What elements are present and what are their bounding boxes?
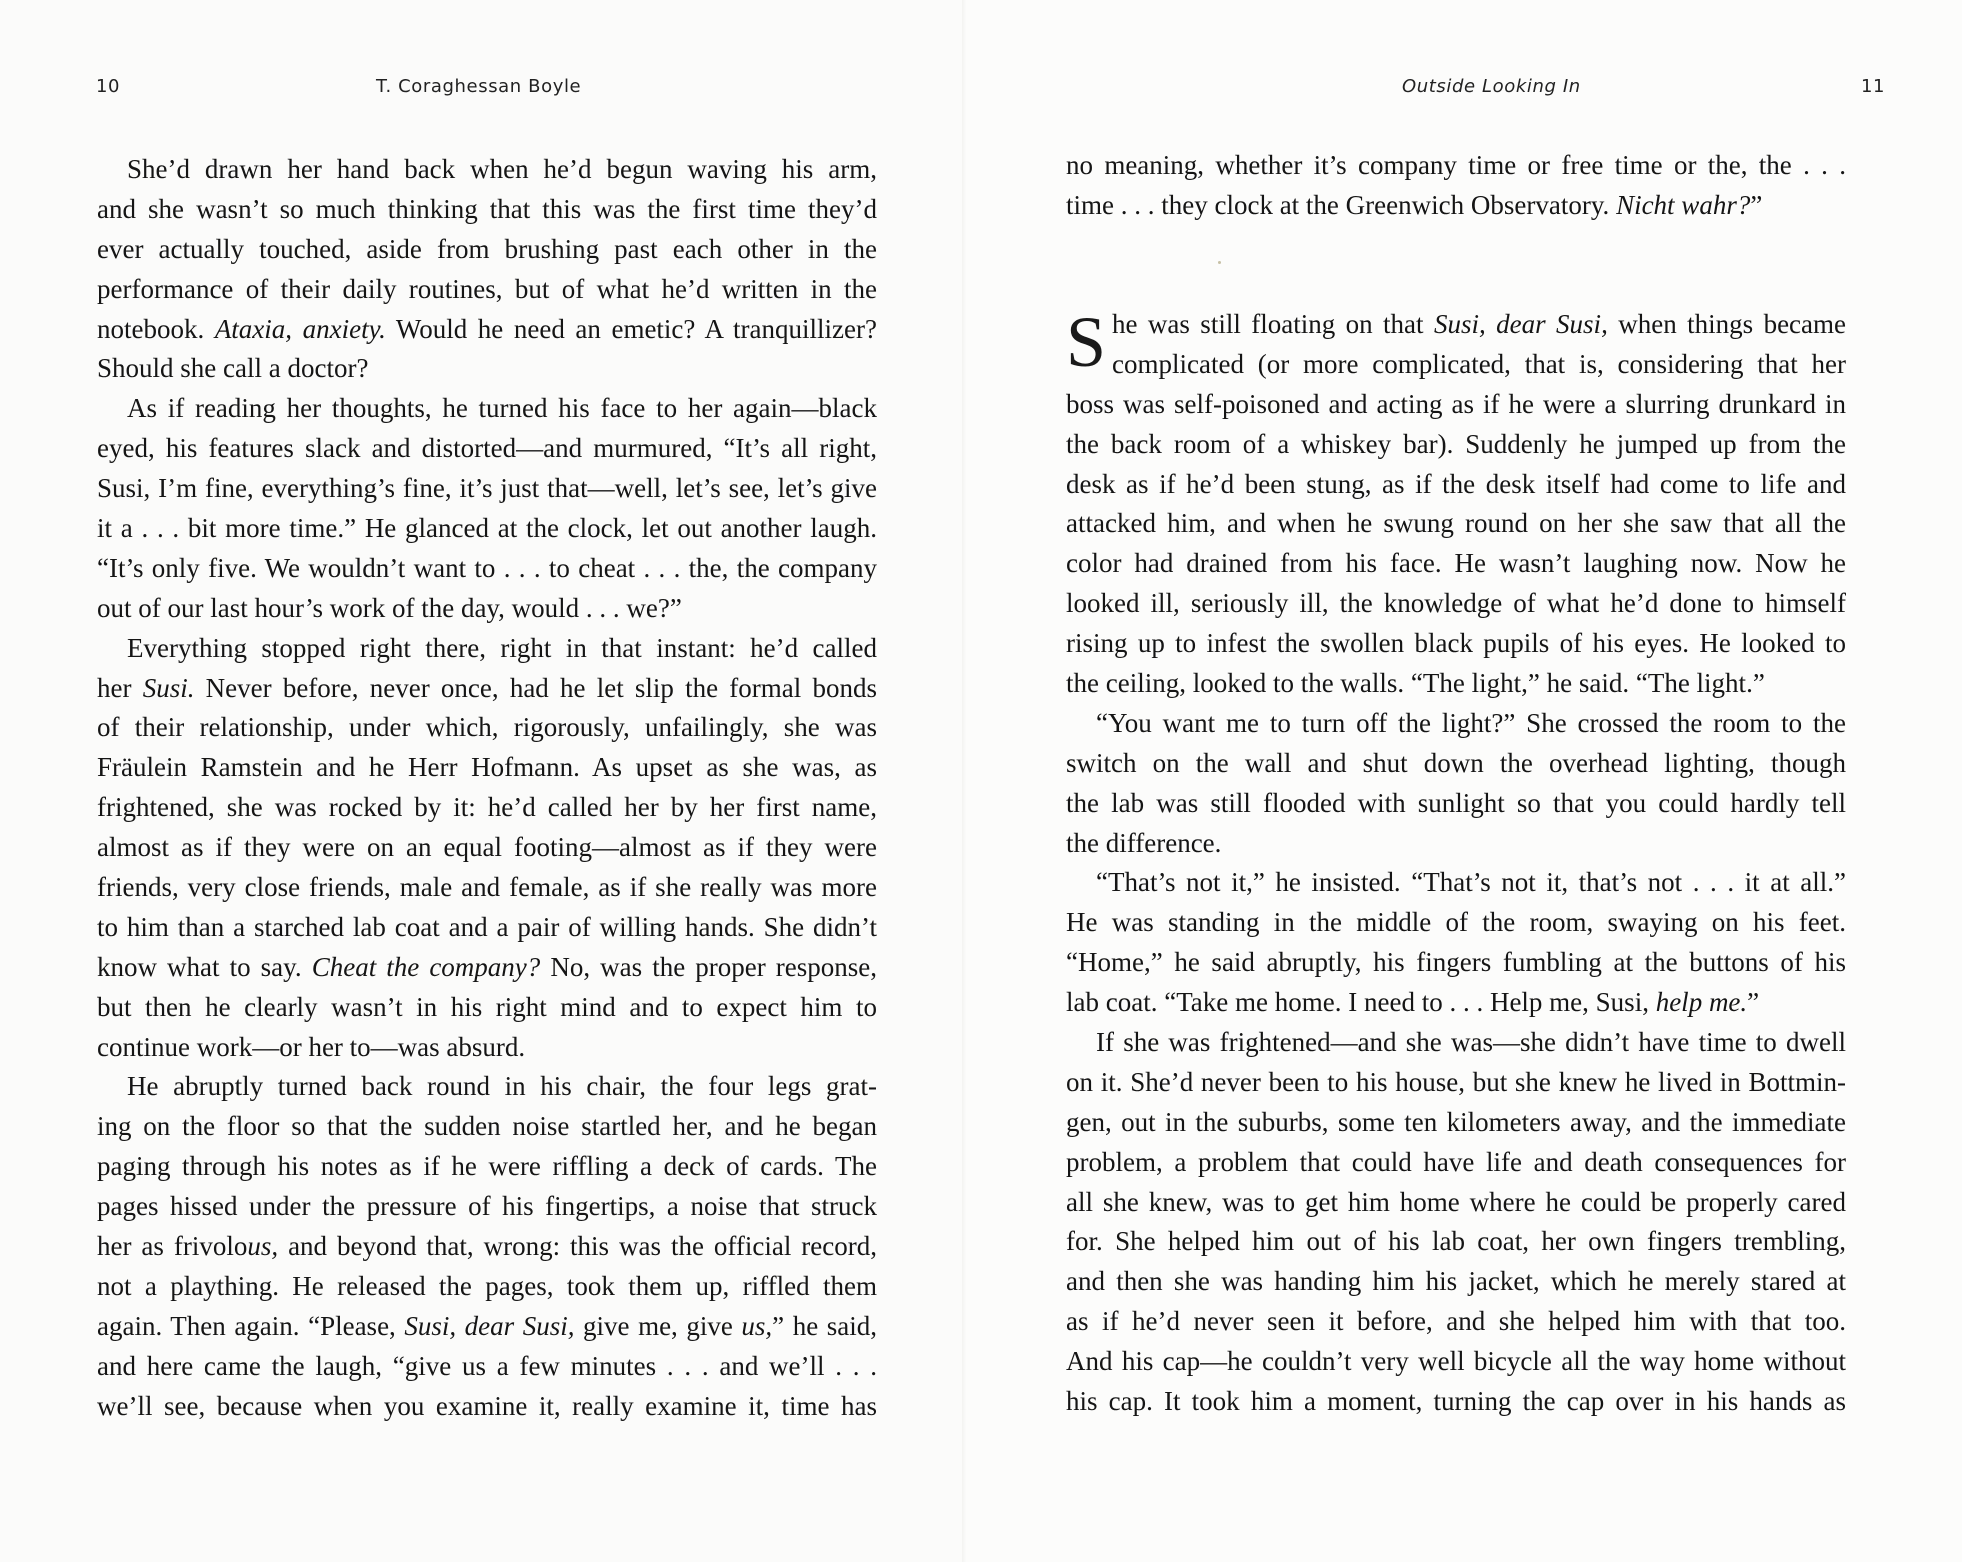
text-line: color had drained from his face. He wasn’t laughing now. Now he: [1066, 548, 1846, 579]
running-head-title: Outside Looking In: [1402, 76, 1581, 97]
text-line: Everything stopped right there, right in that instant: he’d called: [127, 632, 877, 663]
text-line: complicated (or more complicated, that is, considering that her: [1112, 348, 1846, 379]
text-line: lab coat. “Take me home. I need to . . . Help me, Susi, help me.”: [1066, 987, 1760, 1018]
text-line: And his cap—he couldn’t very well bicycle all the way home without: [1066, 1346, 1846, 1377]
text-line: the back room of a whiskey bar). Suddenly he jumped up from the: [1066, 428, 1846, 459]
text-line: we’ll see, because when you examine it, really examine it, time has: [97, 1390, 877, 1421]
text-line: looked ill, seriously ill, the knowledge of what he’d done to himself: [1066, 588, 1846, 619]
right-page-body-section: [1066, 302, 1847, 1422]
text-line: attacked him, and when he swung round on her she saw that all the: [1066, 508, 1846, 539]
left-page: [0, 0, 966, 1562]
text-line: his cap. It took him a moment, turning the cap over in his hands as: [1066, 1386, 1846, 1417]
text-line: not a plaything. He released the pages, took them up, riffled them: [97, 1270, 877, 1301]
text-line: eyed, his features slack and distorted—and murmured, “It’s all right,: [97, 433, 877, 464]
text-line: as if he’d never seen it before, and she helped him with that too.: [1066, 1306, 1846, 1337]
text-line: “It’s only five. We wouldn’t want to . . . to cheat . . . the, the company: [97, 552, 877, 583]
text-line: Should she call a doctor?: [97, 353, 369, 384]
text-line: continue work—or her to—was absurd.: [97, 1031, 526, 1062]
text-line: of their relationship, under which, rigorously, unfailingly, she was: [97, 712, 877, 743]
text-line: to him than a starched lab coat and a pair of willing hands. She didn’t: [97, 911, 877, 942]
text-line: gen, out in the suburbs, some ten kilometers away, and the immediate: [1066, 1106, 1846, 1137]
text-line: desk as if he’d been stung, as if the desk itself had come to life and: [1066, 468, 1846, 499]
text-line: friends, very close friends, male and female, as if she really was more: [97, 872, 877, 903]
text-line: pages hissed under the pressure of his fingertips, a noise that struck: [97, 1191, 877, 1222]
page-number: 10: [96, 76, 121, 97]
text-line: on it. She’d never been to his house, but she knew he lived in Bottmin-: [1066, 1066, 1846, 1097]
text-line: frightened, she was rocked by it: he’d called her by her first name,: [97, 792, 877, 823]
text-line: the ceiling, looked to the walls. “The light,” he said. “The light.”: [1066, 668, 1765, 699]
text-line: “Home,” he said abruptly, his fingers fumbling at the buttons of his: [1066, 947, 1846, 978]
right-page-body-continuation: [1066, 146, 1846, 226]
text-line: for. She helped him out of his lab coat, her own fingers trembling,: [1066, 1226, 1846, 1257]
text-line: and she wasn’t so much thinking that this was the first time they’d: [97, 193, 877, 224]
text-line: boss was self-poisoned and acting as if he were a slurring drunkard in: [1066, 388, 1846, 419]
text-line: If she was frightened—and she was—she didn’t have time to dwell: [1096, 1027, 1846, 1058]
text-line: problem, a problem that could have life and death consequences for: [1066, 1146, 1846, 1177]
text-line: almost as if they were on an equal footing—almost as if they were: [97, 832, 877, 863]
text-line: paging through his notes as if he were riffling a deck of cards. The: [97, 1151, 877, 1182]
text-line: know what to say. Cheat the company? No, was the proper response,: [97, 951, 877, 982]
text-line: no meaning, whether it’s company time or free time or the, the . . .: [1066, 150, 1846, 180]
text-line: As if reading her thoughts, he turned his face to her again—black: [127, 393, 877, 424]
text-line: and here came the laugh, “give us a few minutes . . . and we’ll . . .: [97, 1350, 877, 1381]
drop-cap: S: [1066, 302, 1107, 382]
text-line: performance of their daily routines, but of what he’d written in the: [97, 273, 877, 304]
text-line: ever actually touched, aside from brushing past each other in the: [97, 233, 877, 264]
text-line: Susi, I’m fine, everything’s fine, it’s just that—well, let’s see, let’s give: [97, 473, 877, 504]
text-line: time . . . they clock at the Greenwich Observatory. Nicht wahr?”: [1066, 189, 1763, 220]
text-line: all she knew, was to get him home where he could be properly cared: [1066, 1186, 1846, 1217]
text-line: “You want me to turn off the light?” She crossed the room to the: [1096, 707, 1846, 738]
left-page-body: [97, 150, 877, 1427]
text-line: He was standing in the middle of the room, swaying on his feet.: [1066, 907, 1846, 938]
text-line: he was still floating on that Susi, dear Susi, when things became S: [1066, 305, 1846, 345]
text-line: it a . . . bit more time.” He glanced at the clock, let out another laugh.: [97, 513, 877, 544]
text-line: rising up to infest the swollen black pupils of his eyes. He looked to: [1066, 628, 1846, 659]
section-break-mark: [1218, 261, 1221, 264]
text-line: She’d drawn her hand back when he’d begun waving his arm,: [127, 154, 877, 184]
page-number: 11: [1861, 76, 1886, 97]
text-line: the difference.: [1066, 827, 1222, 858]
text-line: “That’s not it,” he insisted. “That’s not it, that’s not . . . it at all.”: [1096, 867, 1846, 898]
text-line: switch on the wall and shut down the overhead lighting, though: [1066, 747, 1846, 778]
text-line: He abruptly turned back round in his chair, the four legs grat-: [127, 1071, 877, 1102]
text-line: but then he clearly wasn’t in his right mind and to expect him to: [97, 991, 877, 1022]
text-line: notebook. Ataxia, anxiety. Would he need an emetic? A tranquillizer?: [97, 313, 877, 344]
text-line: again. Then again. “Please, Susi, dear Susi, give me, give us,” he said,: [97, 1310, 877, 1341]
text-line: ing on the floor so that the sudden noise startled her, and he began: [97, 1111, 877, 1142]
text-line: her Susi. Never before, never once, had he let slip the formal bonds: [97, 672, 877, 703]
text-line: out of our last hour’s work of the day, would . . . we?”: [97, 592, 682, 623]
text-line: Fräulein Ramstein and he Herr Hofmann. As upset as she was, as: [97, 752, 877, 783]
text-line: her as frivolous, and beyond that, wrong: this was the official record,: [97, 1231, 878, 1262]
text-line: and then she was handing him his jacket, which he merely stared at: [1066, 1266, 1846, 1297]
running-head-author: T. Coraghessan Boyle: [376, 76, 582, 97]
text-line: the lab was still flooded with sunlight so that you could hardly tell: [1066, 787, 1846, 818]
